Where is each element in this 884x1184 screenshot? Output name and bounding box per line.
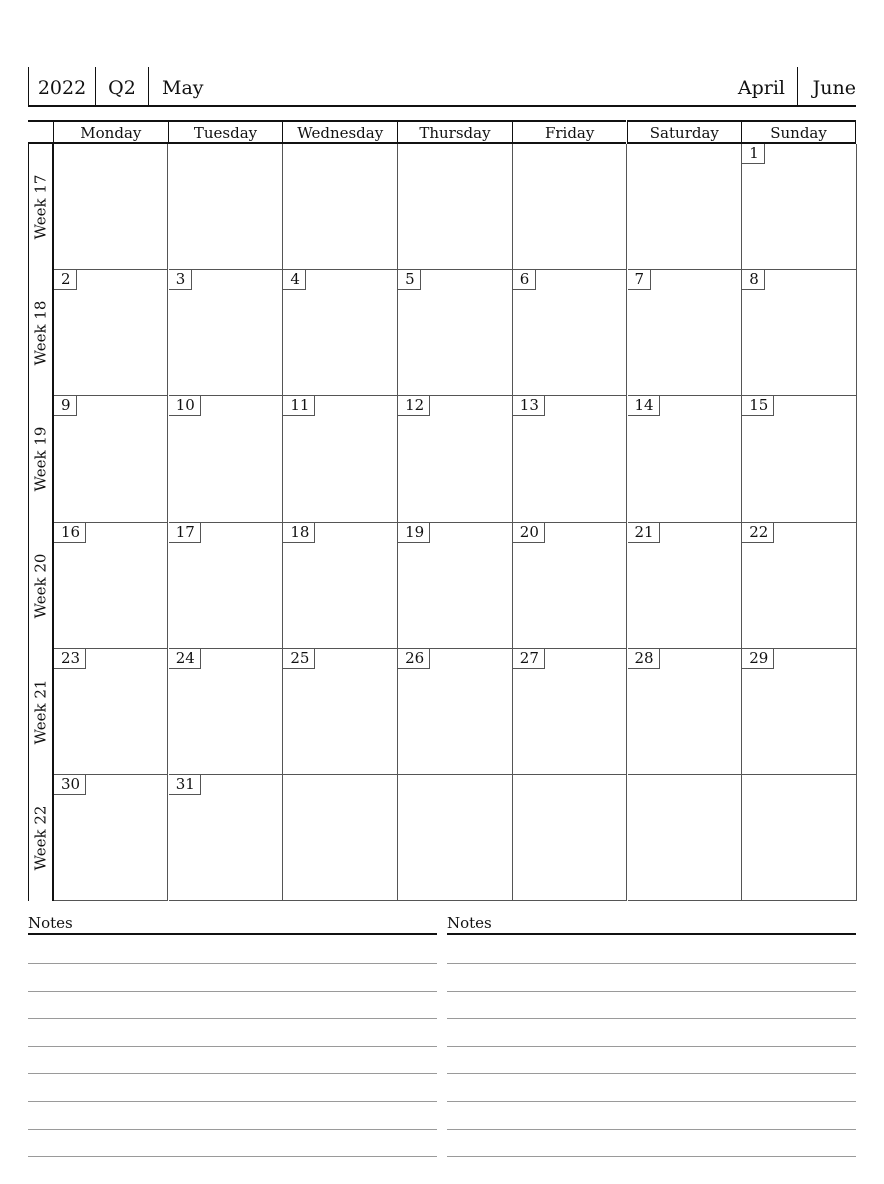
current-month-title: May xyxy=(162,77,204,99)
quarter-link[interactable]: Q2 xyxy=(96,67,149,105)
note-line[interactable] xyxy=(447,963,856,964)
day-cell[interactable] xyxy=(169,270,284,396)
day-number[interactable]: 2 xyxy=(54,270,77,290)
day-cell xyxy=(54,144,168,270)
week-label-text: Week 18 xyxy=(31,300,50,366)
day-number[interactable]: 29 xyxy=(742,649,774,669)
day-number[interactable]: 3 xyxy=(169,270,192,290)
day-cell[interactable] xyxy=(742,649,857,775)
day-cell[interactable] xyxy=(283,270,398,396)
week-label[interactable] xyxy=(28,396,53,522)
day-header-saturday: Saturday xyxy=(627,120,742,144)
day-cell xyxy=(513,144,628,270)
note-line[interactable] xyxy=(447,1101,856,1102)
day-cell xyxy=(742,775,857,901)
day-number[interactable]: 1 xyxy=(742,144,765,164)
day-cell xyxy=(169,144,284,270)
month-calendar-grid xyxy=(28,120,856,901)
day-cell xyxy=(398,144,513,270)
note-line[interactable] xyxy=(28,1046,437,1047)
prev-month-link[interactable]: April xyxy=(738,67,798,105)
day-number[interactable]: 25 xyxy=(283,649,315,669)
note-line[interactable] xyxy=(28,1018,437,1019)
day-cell[interactable] xyxy=(628,396,743,522)
day-cell[interactable] xyxy=(283,523,398,649)
day-number[interactable]: 21 xyxy=(628,523,660,543)
note-line[interactable] xyxy=(28,1156,437,1157)
week-label[interactable] xyxy=(28,523,53,649)
day-cell[interactable] xyxy=(628,649,743,775)
day-header-friday: Friday xyxy=(512,120,627,144)
day-number[interactable]: 30 xyxy=(54,775,86,795)
day-number[interactable]: 17 xyxy=(169,523,201,543)
day-cell[interactable] xyxy=(283,396,398,522)
day-cell[interactable] xyxy=(54,523,168,649)
day-cell[interactable] xyxy=(283,649,398,775)
day-number[interactable]: 8 xyxy=(742,270,765,290)
day-number[interactable]: 23 xyxy=(54,649,86,669)
day-header-wednesday: Wednesday xyxy=(282,120,397,144)
day-cell[interactable] xyxy=(54,649,168,775)
note-line[interactable] xyxy=(447,1156,856,1157)
day-number[interactable]: 12 xyxy=(398,396,430,416)
day-cell[interactable] xyxy=(398,396,513,522)
day-cell[interactable] xyxy=(742,270,857,396)
day-cell[interactable] xyxy=(169,775,284,901)
day-number[interactable]: 16 xyxy=(54,523,86,543)
day-number[interactable]: 14 xyxy=(628,396,660,416)
day-header-monday: Monday xyxy=(53,120,168,144)
note-line[interactable] xyxy=(447,1129,856,1130)
day-header-thursday: Thursday xyxy=(397,120,512,144)
day-cell[interactable] xyxy=(54,270,168,396)
day-cell xyxy=(628,144,743,270)
week-label[interactable] xyxy=(28,775,53,901)
notes-section-right xyxy=(447,912,856,935)
notes-section-left xyxy=(28,912,437,935)
day-cell[interactable] xyxy=(54,396,168,522)
day-cell xyxy=(398,775,513,901)
day-cell xyxy=(283,144,398,270)
day-number[interactable]: 31 xyxy=(169,775,201,795)
day-cell[interactable] xyxy=(169,396,284,522)
week-label-text: Week 21 xyxy=(31,679,50,745)
day-cell[interactable] xyxy=(169,649,284,775)
day-number[interactable]: 26 xyxy=(398,649,430,669)
day-number[interactable]: 4 xyxy=(283,270,306,290)
grid-corner xyxy=(28,120,53,144)
year-link[interactable]: 2022 xyxy=(28,67,96,105)
day-cell[interactable] xyxy=(628,523,743,649)
week-label-text: Week 17 xyxy=(31,174,50,240)
day-number[interactable]: 19 xyxy=(398,523,430,543)
week-label-text: Week 22 xyxy=(31,805,50,871)
note-line[interactable] xyxy=(28,963,437,964)
day-number[interactable]: 22 xyxy=(742,523,774,543)
note-line[interactable] xyxy=(447,991,856,992)
day-number[interactable]: 13 xyxy=(513,396,545,416)
day-number[interactable]: 24 xyxy=(169,649,201,669)
note-line[interactable] xyxy=(28,991,437,992)
note-line[interactable] xyxy=(447,1046,856,1047)
day-cell[interactable] xyxy=(398,523,513,649)
day-cell[interactable] xyxy=(742,396,857,522)
day-cell[interactable] xyxy=(398,270,513,396)
day-number[interactable]: 10 xyxy=(169,396,201,416)
day-number[interactable]: 28 xyxy=(628,649,660,669)
day-number[interactable]: 6 xyxy=(513,270,536,290)
day-cell[interactable] xyxy=(742,144,857,270)
note-line[interactable] xyxy=(28,1129,437,1130)
day-number[interactable]: 27 xyxy=(513,649,545,669)
day-cell[interactable] xyxy=(513,396,628,522)
notes-title: Notes xyxy=(28,912,437,935)
note-line[interactable] xyxy=(447,1018,856,1019)
day-header-sunday: Sunday xyxy=(741,120,856,144)
day-number[interactable]: 20 xyxy=(513,523,545,543)
day-number[interactable]: 9 xyxy=(54,396,77,416)
day-number[interactable]: 11 xyxy=(283,396,315,416)
day-cell[interactable] xyxy=(398,649,513,775)
day-number[interactable]: 5 xyxy=(398,270,421,290)
day-cell[interactable] xyxy=(742,523,857,649)
day-cell[interactable] xyxy=(513,649,628,775)
next-month-link[interactable]: June xyxy=(812,77,856,99)
day-cell[interactable] xyxy=(169,523,284,649)
note-line[interactable] xyxy=(28,1101,437,1102)
day-cell xyxy=(283,775,398,901)
day-cell[interactable] xyxy=(513,523,628,649)
week-label[interactable] xyxy=(28,649,53,775)
day-number[interactable]: 18 xyxy=(283,523,315,543)
day-header-tuesday: Tuesday xyxy=(168,120,283,144)
note-line[interactable] xyxy=(28,1073,437,1074)
day-cell[interactable] xyxy=(513,270,628,396)
day-cell xyxy=(513,775,628,901)
day-cell[interactable] xyxy=(54,775,168,901)
week-label[interactable] xyxy=(28,144,53,270)
planner-header xyxy=(28,67,856,107)
day-cell xyxy=(628,775,743,901)
week-label-text: Week 20 xyxy=(31,553,50,619)
note-line[interactable] xyxy=(447,1073,856,1074)
notes-title: Notes xyxy=(447,912,856,935)
day-number[interactable]: 7 xyxy=(628,270,651,290)
week-label-text: Week 19 xyxy=(31,427,50,492)
day-cell[interactable] xyxy=(628,270,743,396)
day-number[interactable]: 15 xyxy=(742,396,774,416)
week-label[interactable] xyxy=(28,270,53,396)
